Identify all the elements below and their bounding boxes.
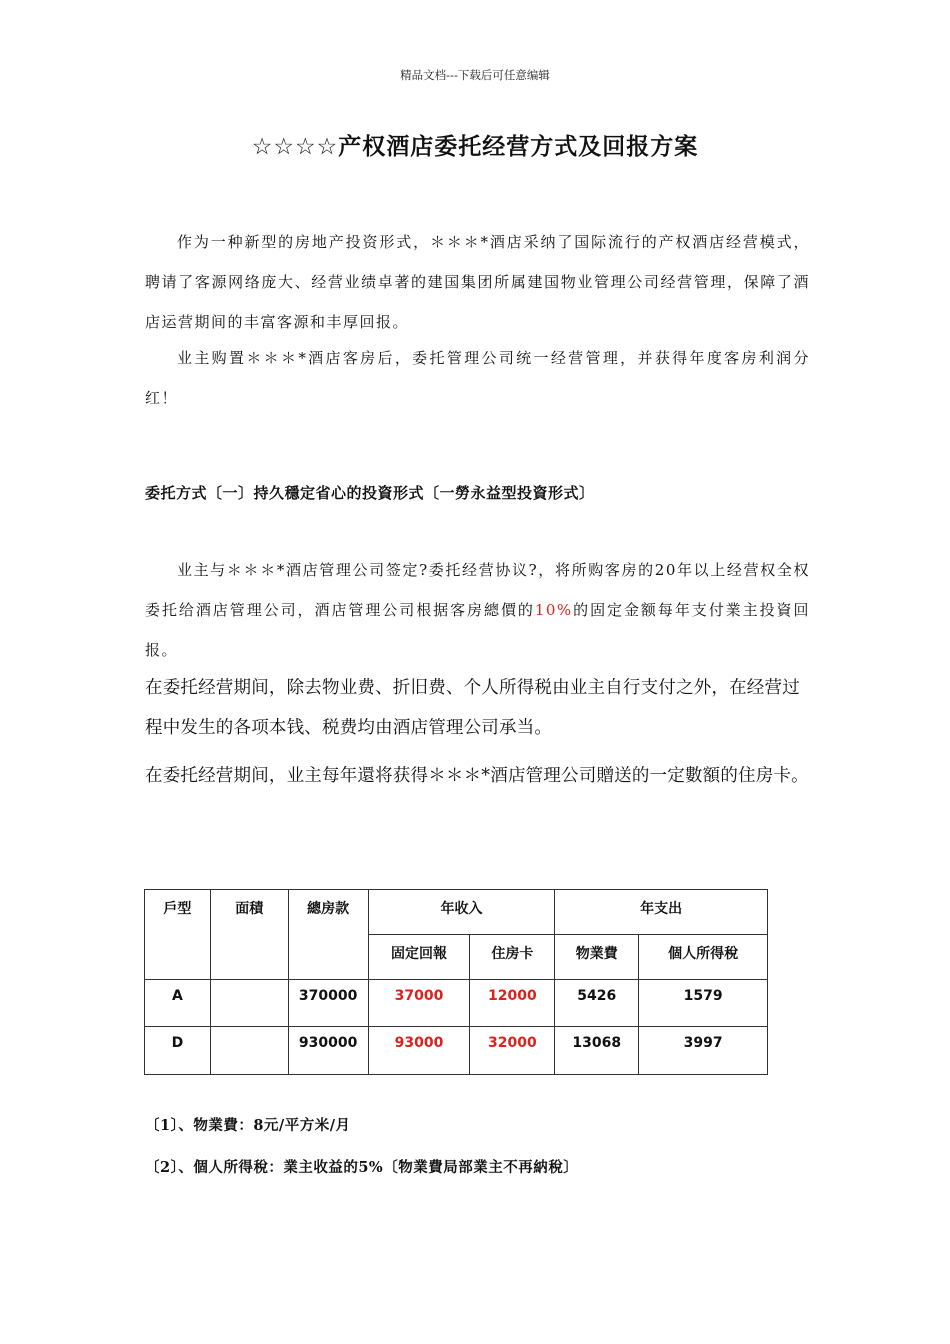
header-property-fee: 物業費 bbox=[555, 935, 639, 980]
intro-paragraph-2: 业主购置＊＊＊*酒店客房后，委托管理公司统一经营管理，并获得年度客房利润分红！ bbox=[145, 349, 810, 407]
section-paragraph-1 bbox=[145, 550, 810, 670]
cell-fixed-return: 93000 bbox=[368, 1027, 470, 1075]
header-income: 年收入 bbox=[368, 890, 555, 935]
header-expense: 年支出 bbox=[555, 890, 768, 935]
cell-room-card: 32000 bbox=[470, 1027, 555, 1075]
section-paragraph-1-text-b: 的固定金额每年支付業主投資回报。 bbox=[145, 601, 810, 659]
cell-property-fee: 13068 bbox=[555, 1027, 639, 1075]
cell-total: 370000 bbox=[288, 980, 368, 1027]
header-total: 總房款 bbox=[288, 890, 368, 980]
section-paragraph-3: 在委托经营期间，业主每年還将获得＊＊＊*酒店管理公司贈送的一定數額的住房卡。 bbox=[145, 766, 809, 786]
cell-type: D bbox=[145, 1027, 211, 1075]
document-title: ☆☆☆☆产权酒店委托经营方式及回报方案 bbox=[251, 134, 699, 160]
cell-total: 930000 bbox=[288, 1027, 368, 1075]
cell-room-card: 12000 bbox=[470, 980, 555, 1027]
cell-property-fee: 5426 bbox=[555, 980, 639, 1027]
cell-income-tax: 3997 bbox=[639, 1027, 768, 1075]
cell-fixed-return: 37000 bbox=[368, 980, 470, 1027]
cell-type: A bbox=[145, 980, 211, 1027]
return-rate-highlight: 10% bbox=[534, 601, 573, 619]
note-1: 〔1〕、物業費：8元/平方米/月 bbox=[145, 1117, 351, 1134]
cell-area bbox=[210, 1027, 288, 1075]
note-2: 〔2〕、個人所得稅：業主收益的5%〔物業費局部業主不再納稅〕 bbox=[145, 1159, 579, 1176]
section-paragraph-1-text-a: 业主与＊＊＊*酒店管理公司签定?委托经营协议?，将所购客房的20年以上经营权全权委托给酒店管理公司，酒店管理公司根据客房總價的 bbox=[145, 561, 810, 619]
cell-area bbox=[210, 980, 288, 1027]
table-header-row-1 bbox=[145, 890, 768, 935]
header-fixed-return: 固定回報 bbox=[368, 935, 470, 980]
income-expense-table bbox=[144, 889, 768, 1075]
table-row bbox=[145, 980, 768, 1027]
intro-paragraph-1: 作为一种新型的房地产投资形式，＊＊＊*酒店采纳了国际流行的产权酒店经营模式，聘请了客源网络庞大、经营业绩卓著的建国集团所属建国物业管理公司经营管理，保障了酒店运营期间的丰富客源和丰厚回报。 bbox=[145, 233, 810, 331]
section-heading: 委托方式〔一〕持久穩定省心的投資形式〔一勞永益型投資形式〕 bbox=[145, 484, 595, 502]
header-room-card: 住房卡 bbox=[470, 935, 555, 980]
header-note: 精品文档---下载后可任意编辑 bbox=[400, 68, 550, 82]
header-area: 面積 bbox=[210, 890, 288, 980]
header-type: 戶型 bbox=[145, 890, 211, 980]
header-income-tax: 個人所得稅 bbox=[639, 935, 768, 980]
section-paragraph-2: 在委托经营期间，除去物业费、折旧费、个人所得税由业主自行支付之外，在经营过程中发生的各项本钱、税费均由酒店管理公司承当。 bbox=[145, 678, 800, 738]
table-row bbox=[145, 1027, 768, 1075]
cell-income-tax: 1579 bbox=[639, 980, 768, 1027]
